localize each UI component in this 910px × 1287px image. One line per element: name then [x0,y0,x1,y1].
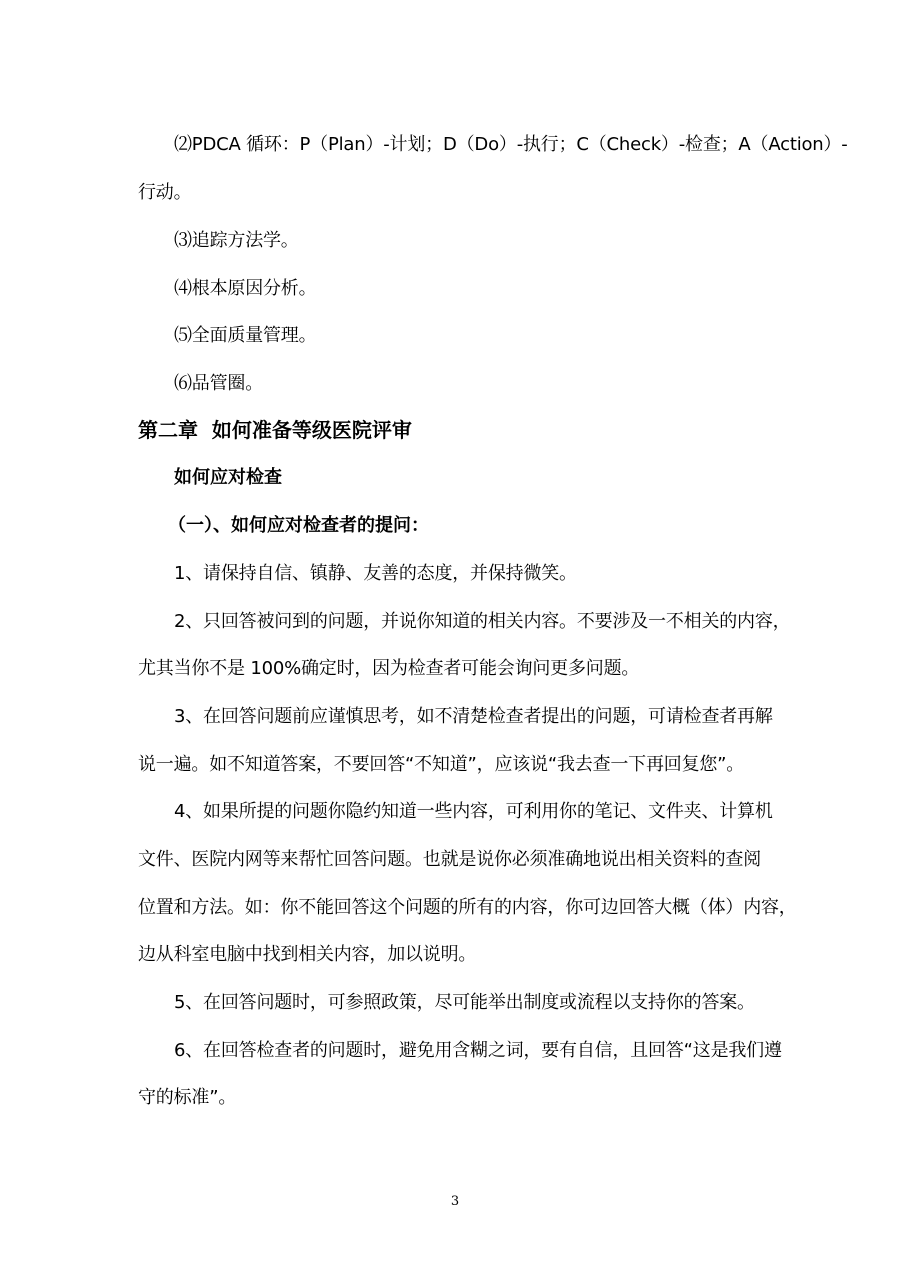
page-number: 3 [450,1194,460,1209]
paragraph-2-line-2: 尤其当你不是 100%确定时，因为检查者可能会询问更多问题。 [138,658,640,679]
paragraph-6-line-1: 6、在回答检查者的问题时，避免用含糊之词，要有自信，且回答“这是我们遵 [174,1040,782,1061]
chapter-heading: 第二章 如何准备等级医院评审 [138,418,412,442]
list-item-4: ⑷根本原因分析。 [174,278,317,299]
paragraph-4-line-4: 边从科室电脑中找到相关内容，加以说明。 [138,944,477,965]
list-item-3: ⑶追踪方法学。 [174,230,299,251]
paragraph-6-line-2: 守的标准”。 [138,1087,237,1108]
paragraph-4-line-1: 4、如果所提的问题你隐约知道一些内容，可利用你的笔记、文件夹、计算机 [174,801,773,822]
paragraph-4-line-3: 位置和方法。如：你不能回答这个问题的所有的内容，你可边回答大概（体）内容， [138,897,797,918]
pdca-item-line-2: 行动。 [138,182,192,203]
paragraph-1: 1、请保持自信、镇静、友善的态度，并保持微笑。 [174,563,577,584]
list-item-6: ⑹品管圈。 [174,373,263,394]
paragraph-2-line-1: 2、只回答被问到的问题，并说你知道的相关内容。不要涉及一不相关的内容， [174,611,791,632]
paragraph-3-line-1: 3、在回答问题前应谨慎思考，如不清楚检查者提出的问题，可请检查者再解 [174,706,773,727]
section-heading: （一）、如何应对检查者的提问： [168,515,429,536]
list-item-5: ⑸全面质量管理。 [174,325,317,346]
section-subtitle: 如何应对检查 [174,467,282,488]
paragraph-3-line-2: 说一遍。如不知道答案，不要回答“不知道”，应该说“我去查一下再回复您”。 [138,754,745,775]
paragraph-4-line-2: 文件、医院内网等来帮忙回答问题。也就是说你必须准确地说出相关资料的查阅 [138,849,761,870]
pdca-item-line-1: ⑵PDCA 循环：P（Plan）-计划；D（Do）-执行；C（Check）-检查；A（Action）- [174,134,848,155]
paragraph-5: 5、在回答问题时，可参照政策，尽可能举出制度或流程以支持你的答案。 [174,992,755,1013]
